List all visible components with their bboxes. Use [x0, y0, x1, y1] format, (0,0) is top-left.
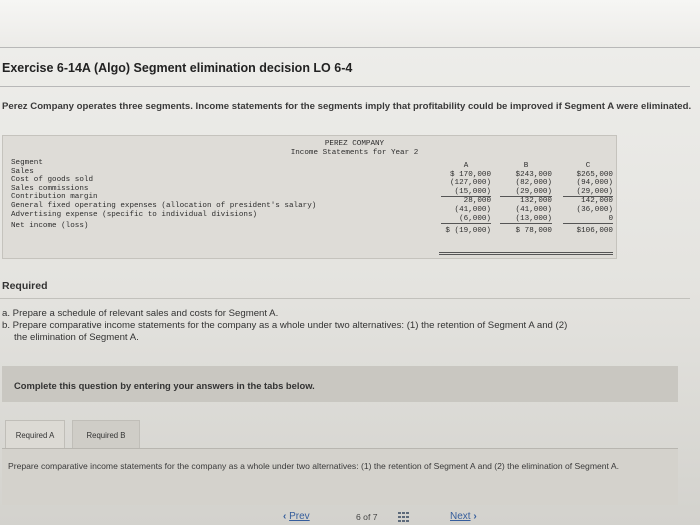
instructions-text: Complete this question by entering your answers in the tabs below. [14, 380, 315, 391]
page-indicator [356, 512, 378, 522]
cell: (15,000) [441, 188, 491, 198]
segment-label: Segment [11, 159, 43, 167]
page-current: 6 [356, 512, 361, 522]
column-header: C [585, 162, 591, 170]
row-label: Advertising expense (specific to individual divisions) [11, 210, 258, 219]
cell: 132,000 [520, 197, 552, 206]
next-label: Next [450, 511, 471, 522]
cell: $ 78,000 [515, 227, 552, 236]
income-statement [2, 135, 617, 259]
column-header: A [463, 162, 469, 170]
cell: (13,000) [500, 215, 552, 225]
row-label: Sales [11, 167, 34, 176]
tab-panel-text: Prepare comparative income statements for the company as a whole under two alternatives: (1) the retention of Segment A and (2) the elimination of Segment A. [8, 461, 619, 471]
title-divider [0, 86, 690, 87]
required-divider [0, 298, 690, 299]
page-total: 7 [372, 512, 378, 522]
prev-button[interactable] [283, 511, 310, 522]
cell: (41,000) [515, 205, 552, 214]
chevron-left-icon: ‹ [283, 511, 287, 522]
cell: $106,000 [576, 227, 613, 236]
grid-icon[interactable] [398, 512, 410, 522]
column-b [500, 162, 552, 236]
cell: (94,000) [576, 179, 613, 188]
column-a [441, 162, 491, 236]
row-label: Net income (loss) [11, 222, 89, 231]
cell: (41,000) [454, 205, 491, 214]
cell: $ 170,000 [449, 170, 491, 179]
instructions-box [2, 366, 678, 402]
prev-label: Prev [289, 511, 310, 522]
cell: 28,000 [463, 197, 491, 206]
cell: (29,000) [500, 188, 552, 198]
row-label: Sales commissions [11, 184, 89, 193]
required-b-line2: the elimination of Segment A. [14, 332, 139, 343]
double-underline [439, 252, 613, 255]
required-b-line1: b. Prepare comparative income statements for the company as a whole under two alternatives: (1) the retention of Segment A and (2) [2, 320, 568, 331]
page-of: of [363, 512, 371, 522]
top-area [0, 0, 700, 48]
row-label: Cost of goods sold [11, 176, 94, 185]
cell: (36,000) [576, 205, 613, 214]
cell: 142,000 [581, 197, 613, 206]
pager [0, 511, 700, 525]
tab-required-a[interactable]: Required A [5, 420, 65, 449]
cell: (6,000) [441, 215, 491, 225]
required-a: a. Prepare a schedule of relevant sales and costs for Segment A. [2, 308, 279, 319]
column-header: B [523, 162, 529, 170]
cell: $ (19,000) [445, 227, 491, 236]
required-heading: Required [2, 280, 48, 292]
cell: 0 [563, 215, 613, 225]
chevron-right-icon: › [473, 511, 477, 522]
top-divider [0, 47, 700, 48]
cell: (29,000) [563, 188, 613, 198]
cell: $243,000 [515, 170, 552, 179]
column-c [563, 162, 613, 236]
tab-required-b[interactable]: Required B [72, 420, 140, 449]
tab-panel [2, 448, 678, 505]
exercise-title: Exercise 6-14A (Algo) Segment elimination decision LO 6-4 [2, 61, 353, 75]
row-label: Contribution margin [11, 193, 98, 202]
exercise-intro: Perez Company operates three segments. Income statements for the segments imply that profitability could be improved if Segment A were eliminated. [2, 101, 692, 112]
cell: (127,000) [449, 179, 491, 188]
cell: $265,000 [576, 170, 613, 179]
cell: (82,000) [515, 179, 552, 188]
next-button[interactable] [450, 511, 477, 522]
statement-company: PEREZ COMPANY [324, 140, 385, 148]
statement-subtitle: Income Statements for Year 2 [290, 149, 419, 157]
statement-labels [11, 159, 316, 231]
required-b [2, 320, 692, 344]
row-label: General fixed operating expenses (allocation of president's salary) [11, 201, 317, 210]
